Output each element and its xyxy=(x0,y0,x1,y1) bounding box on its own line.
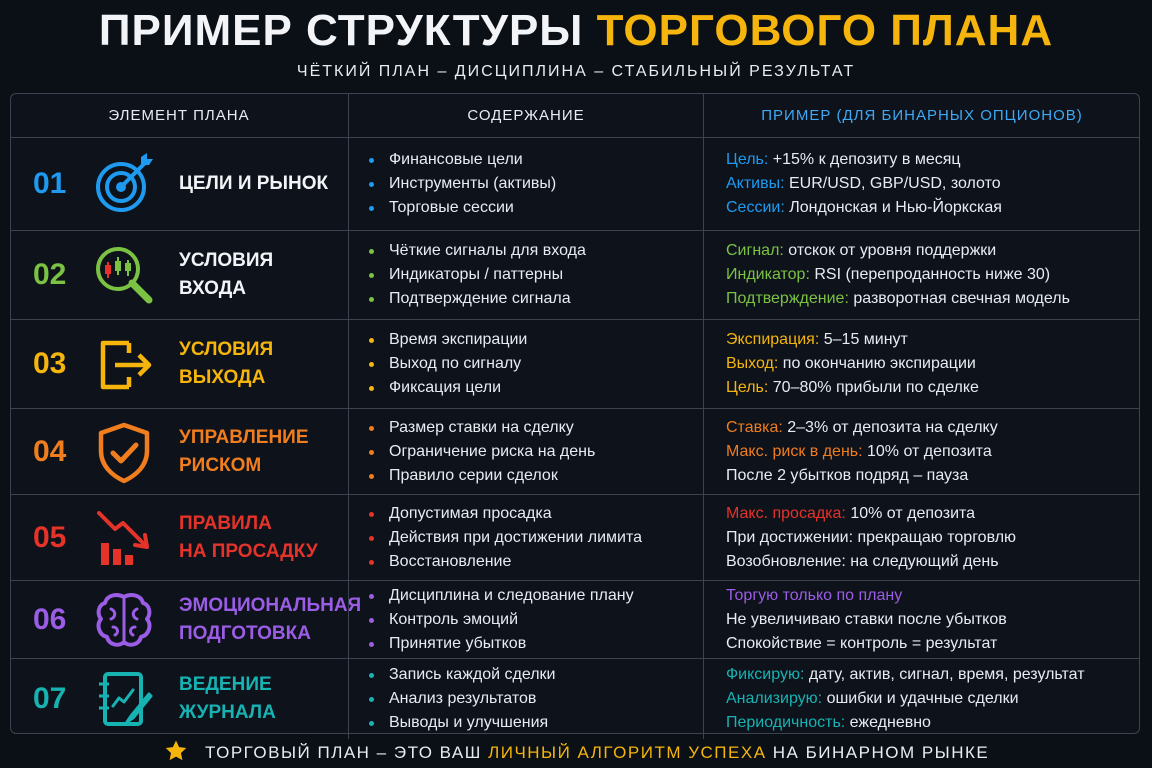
content-list xyxy=(367,148,556,220)
shield-check-icon xyxy=(91,419,157,485)
example-text: EUR/USD, GBP/USD, золото xyxy=(784,175,1001,192)
example-cell xyxy=(703,581,1140,658)
table-row xyxy=(11,581,1139,659)
example-key: Анализирую: xyxy=(726,690,823,707)
row-name-line1: ЦЕЛИ И РЫНОК xyxy=(179,173,329,194)
content-list xyxy=(367,416,595,488)
footer xyxy=(0,739,1152,767)
row-name-line1: УПРАВЛЕНИЕ xyxy=(179,426,309,448)
footer-text-2: НА БИНАРНОМ РЫНКЕ xyxy=(766,743,990,762)
element-cell xyxy=(11,320,347,408)
content-cell xyxy=(348,231,703,319)
example-key: Макс. риск в день: xyxy=(726,442,863,460)
example-line xyxy=(726,148,1002,172)
element-cell xyxy=(11,495,347,580)
content-item: Фиксация цели xyxy=(367,376,527,400)
example-list xyxy=(726,328,979,400)
journal-icon xyxy=(91,666,157,732)
content-item: Выход по сигналу xyxy=(367,352,527,376)
example-cell xyxy=(703,495,1140,580)
footer-highlight: ЛИЧНЫЙ АЛГОРИТМ УСПЕХА xyxy=(488,743,767,762)
example-line xyxy=(726,440,998,464)
example-key: Ставка: xyxy=(726,418,783,436)
example-key: Макс. просадка: xyxy=(726,504,846,522)
example-cell xyxy=(703,138,1140,230)
content-cell xyxy=(348,495,703,580)
page-title xyxy=(0,6,1152,56)
content-item: Принятие убытков xyxy=(367,632,634,656)
example-line xyxy=(726,328,979,352)
row-number: 04 xyxy=(33,434,67,468)
row-name-line1: ВЕДЕНИЕ ЖУРНАЛА xyxy=(179,674,276,723)
example-line xyxy=(726,172,1002,196)
example-line xyxy=(726,263,1070,287)
star-icon xyxy=(163,739,189,763)
row-name xyxy=(179,510,344,566)
row-name-line1: ЭМОЦИОНАЛЬНАЯ xyxy=(179,594,362,616)
example-line xyxy=(726,526,1016,550)
example-key: Цель: xyxy=(726,379,769,396)
example-list xyxy=(726,663,1085,735)
example-text: 5–15 минут xyxy=(819,331,908,348)
row-name-line2: ПОДГОТОВКА xyxy=(179,622,311,644)
example-text: 10% от депозита xyxy=(845,504,976,522)
content-item: Анализ результатов xyxy=(367,687,556,711)
table-row xyxy=(11,659,1139,739)
example-list xyxy=(726,239,1070,311)
row-name-line1: ПРАВИЛА xyxy=(179,512,272,534)
content-item: Чёткие сигналы для входа xyxy=(367,239,586,263)
title-part-1: ПРИМЕР СТРУКТУРЫ xyxy=(98,6,584,55)
example-text: отскок от уровня поддержки xyxy=(783,242,997,259)
content-list xyxy=(367,328,527,400)
row-number: 06 xyxy=(33,602,67,636)
row-number: 01 xyxy=(33,167,67,200)
content-list xyxy=(367,239,586,311)
content-item: Запись каждой сделки xyxy=(367,663,556,687)
content-item: Восстановление xyxy=(367,550,642,574)
element-cell xyxy=(11,659,347,739)
content-item: Дисциплина и следование плану xyxy=(367,584,634,608)
content-item: Финансовые цели xyxy=(367,148,556,172)
example-line xyxy=(726,239,1070,263)
title-part-2: ТОРГОВОГО ПЛАНА xyxy=(596,6,1054,55)
example-text: Спокойствие = контроль = результат xyxy=(726,634,998,652)
example-line xyxy=(726,550,1016,574)
example-line xyxy=(726,608,1007,632)
row-name xyxy=(179,247,344,303)
row-name xyxy=(179,424,344,480)
example-cell xyxy=(703,231,1140,319)
content-list xyxy=(367,502,642,574)
content-list xyxy=(367,584,634,656)
example-line xyxy=(726,376,979,400)
example-text: После 2 убытков подряд – пауза xyxy=(726,466,969,484)
example-text: ежедневно xyxy=(845,714,931,731)
element-cell xyxy=(11,581,362,658)
example-key: Фиксирую: xyxy=(726,666,805,683)
element-cell xyxy=(11,231,347,319)
content-item: Инструменты (активы) xyxy=(367,172,556,196)
element-cell xyxy=(11,138,347,230)
example-key: Торгую только по плану xyxy=(726,586,903,604)
exit-arrow-icon xyxy=(91,331,157,397)
example-text: 70–80% прибыли по сделке xyxy=(768,379,979,396)
chart-magnifier-icon xyxy=(91,242,157,308)
content-item: Контроль эмоций xyxy=(367,608,634,632)
table-header xyxy=(11,94,1139,138)
content-cell xyxy=(348,409,703,494)
footer-text-1: ТОРГОВЫЙ ПЛАН – ЭТО ВАШ xyxy=(204,743,489,762)
row-number: 05 xyxy=(33,520,67,554)
example-key: Сессии: xyxy=(726,199,785,216)
table-row xyxy=(11,320,1139,409)
example-key: Индикатор: xyxy=(726,266,810,283)
row-number: 03 xyxy=(33,347,67,380)
example-line xyxy=(726,663,1085,687)
example-line xyxy=(726,416,998,440)
falling-chart-icon xyxy=(91,505,157,571)
row-name xyxy=(179,336,344,392)
content-item: Время экспирации xyxy=(367,328,527,352)
content-list xyxy=(367,663,556,735)
page-subtitle: ЧЁТКИЙ ПЛАН – ДИСЦИПЛИНА – СТАБИЛЬНЫЙ РЕЗУЛЬТАТ xyxy=(296,63,856,80)
example-text: Возобновление: на следующий день xyxy=(726,552,999,570)
row-name xyxy=(179,592,362,648)
example-key: Экспирация: xyxy=(726,331,820,348)
content-cell xyxy=(348,581,703,658)
row-number: 07 xyxy=(33,682,67,715)
example-key: Периодичность: xyxy=(726,714,846,731)
content-cell xyxy=(348,659,703,739)
example-key: Подтверждение: xyxy=(726,290,849,307)
example-line xyxy=(726,687,1085,711)
table-row xyxy=(11,495,1139,581)
table-row xyxy=(11,231,1139,320)
example-text: дату, актив, сигнал, время, результат xyxy=(804,666,1085,683)
example-line xyxy=(726,632,1007,656)
example-list xyxy=(726,148,1002,220)
table-row xyxy=(11,409,1139,495)
example-key: Выход: xyxy=(726,355,779,372)
example-text: 2–3% от депозита на сделку xyxy=(782,418,998,436)
example-line xyxy=(726,464,998,488)
example-line xyxy=(726,196,1002,220)
example-list xyxy=(726,584,1007,656)
row-name-line2: НА ПРОСАДКУ xyxy=(179,540,318,562)
element-cell xyxy=(11,409,347,494)
row-name-line1: УСЛОВИЯ ВХОДА xyxy=(179,250,274,299)
example-text: Лондонская и Нью-Йоркская xyxy=(784,199,1002,216)
content-item: Допустимая просадка xyxy=(367,502,642,526)
example-text: по окончанию экспирации xyxy=(778,355,976,372)
example-line xyxy=(726,352,979,376)
example-text: RSI (перепроданность ниже 30) xyxy=(809,266,1051,283)
example-text: 10% от депозита xyxy=(862,442,992,460)
content-item: Правило серии сделок xyxy=(367,464,595,488)
content-item: Выводы и улучшения xyxy=(367,711,556,735)
example-text: разворотная свечная модель xyxy=(848,290,1070,307)
example-cell xyxy=(703,320,1140,408)
content-cell xyxy=(348,320,703,408)
content-item: Индикаторы / паттерны xyxy=(367,263,586,287)
content-item: Действия при достижении лимита xyxy=(367,526,642,550)
example-line xyxy=(726,584,1007,608)
example-list xyxy=(726,502,1016,574)
example-line xyxy=(726,711,1085,735)
example-key: Сигнал: xyxy=(726,242,784,259)
brain-icon xyxy=(91,587,157,653)
example-text: Не увеличиваю ставки после убытков xyxy=(726,610,1007,628)
content-item: Ограничение риска на день xyxy=(367,440,595,464)
header-content: СОДЕРЖАНИЕ xyxy=(348,94,703,137)
header-example: ПРИМЕР (ДЛЯ БИНАРНЫХ ОПЦИОНОВ) xyxy=(703,94,1140,137)
row-name xyxy=(179,170,344,198)
row-name-line1: УСЛОВИЯ ВЫХОДА xyxy=(179,339,274,388)
example-key: Активы: xyxy=(726,175,785,192)
example-cell xyxy=(703,659,1140,739)
example-text: При достижении: прекращаю торговлю xyxy=(726,528,1017,546)
row-name xyxy=(179,671,344,727)
row-number: 02 xyxy=(33,258,67,291)
example-text: ошибки и удачные сделки xyxy=(822,690,1019,707)
header-element: ЭЛЕМЕНТ ПЛАНА xyxy=(108,107,250,124)
example-line xyxy=(726,502,1016,526)
example-key: Цель: xyxy=(726,151,769,168)
content-item: Подтверждение сигнала xyxy=(367,287,586,311)
target-icon xyxy=(91,151,157,217)
row-name-line2: РИСКОМ xyxy=(179,454,262,476)
example-line xyxy=(726,287,1070,311)
table-row xyxy=(11,138,1139,231)
plan-table xyxy=(10,93,1140,734)
example-text: +15% к депозиту в месяц xyxy=(768,151,961,168)
content-cell xyxy=(348,138,703,230)
example-list xyxy=(726,416,998,488)
content-item: Размер ставки на сделку xyxy=(367,416,595,440)
content-item: Торговые сессии xyxy=(367,196,556,220)
example-cell xyxy=(703,409,1140,494)
